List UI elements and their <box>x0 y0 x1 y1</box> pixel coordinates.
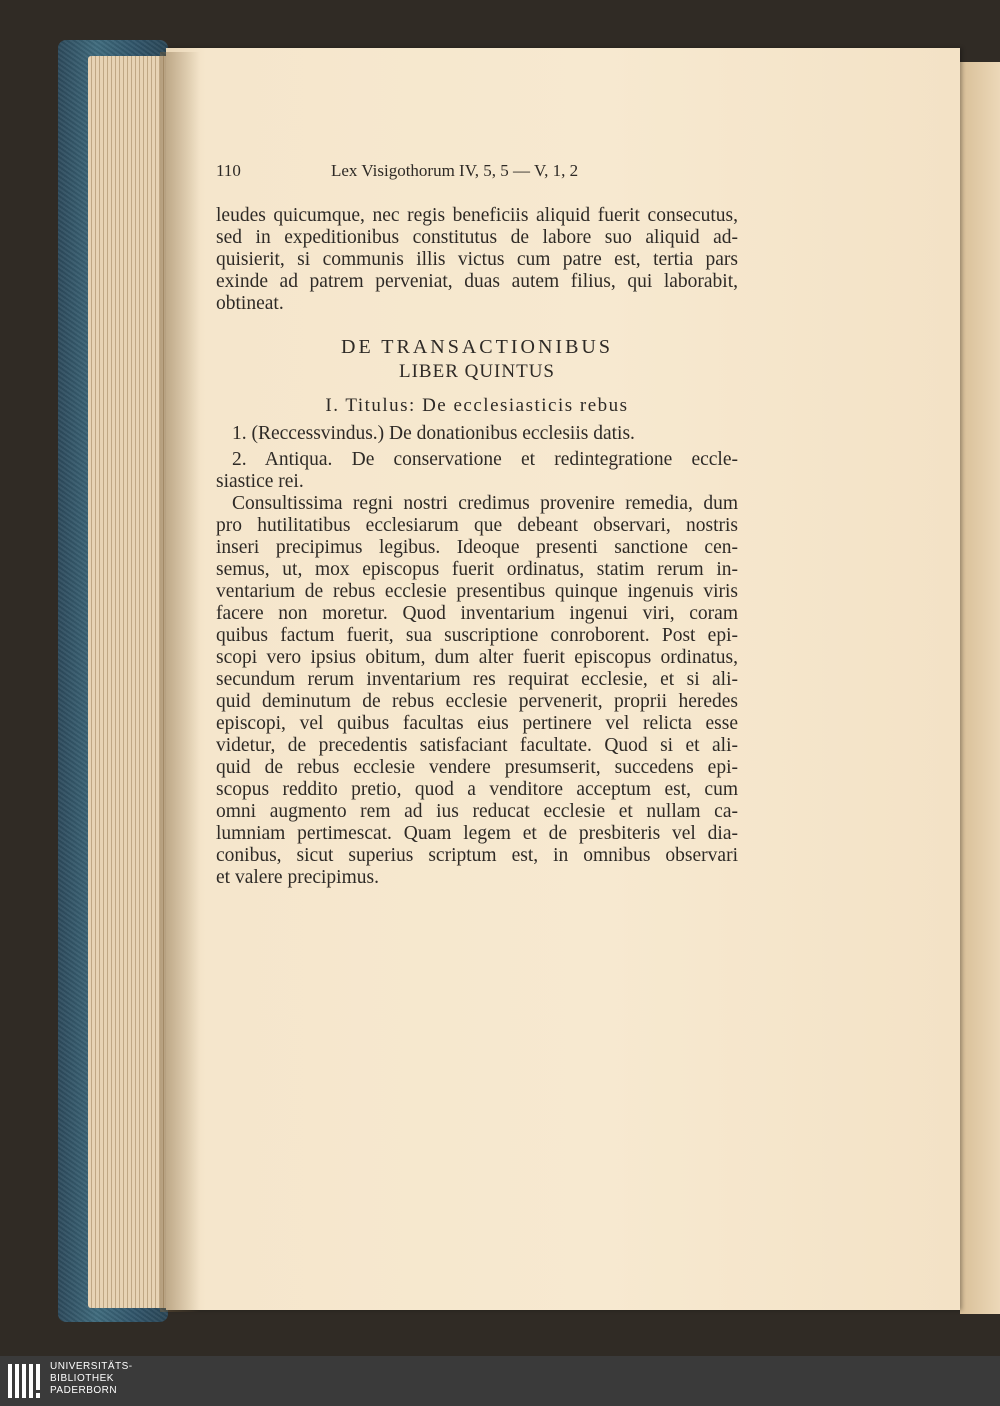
text-line: obtineat. <box>216 293 284 314</box>
library-footer <box>0 1356 1000 1406</box>
text-line: et valere precipimus. <box>216 867 379 888</box>
law-text-paragraph <box>216 493 738 889</box>
text-line: quibus factum fuerit, sua suscriptione conroborent. Post epi- <box>216 625 738 646</box>
text-block <box>216 160 738 889</box>
book-number: LIBER QUINTUS <box>398 361 556 382</box>
text-line: scopi vero ipsius obitum, dum alter fuerit episcopus ordinatus, <box>216 647 738 668</box>
library-logo-icon <box>8 1364 46 1398</box>
next-page-edge <box>960 62 1000 1314</box>
text-line: Consultissima regni nostri credimus provenire remedia, dum <box>232 493 738 514</box>
text-line: pro hutilitatibus ecclesiarum que debeant observari, nostris <box>216 515 738 536</box>
text-line: ventarium de rebus ecclesie presentibus quinque ingenuis viris <box>216 581 738 602</box>
opening-paragraph <box>216 205 738 315</box>
contents-item-2 <box>216 449 738 493</box>
text-line: siastice rei. <box>216 471 304 492</box>
text-line: semus, ut, mox episcopus fuerit ordinatus, statim rerum in- <box>216 559 738 580</box>
text-line: quid deminutum de rebus ecclesie pervenerit, proprii heredes <box>216 691 738 712</box>
library-name-line: PADERBORN <box>50 1385 118 1396</box>
text-line: lumniam pertimescat. Quam legem et de presbiteris vel dia- <box>216 823 738 844</box>
library-name-line: BIBLIOTHEK <box>50 1373 114 1384</box>
text-line: secundum rerum inventarium res requirat ecclesie, et si ali- <box>216 669 738 690</box>
text-line: leudes quicumque, nec regis beneficiis aliquid fuerit consecutus, <box>216 205 738 226</box>
page-number: 110 <box>216 161 241 180</box>
titulus-heading: I. Titulus: De ecclesiasticis rebus <box>325 395 629 416</box>
book-title: DE TRANSACTIONIBUS <box>341 336 613 358</box>
text-line: videtur, de precedentis satisfaciant facultate. Quod si et ali- <box>216 735 738 756</box>
text-line: episcopi, vel quibus facultas eius pertinere vel relicta esse <box>216 713 738 734</box>
text-line: facere non moretur. Quod inventarium ingenui viri, coram <box>216 603 738 624</box>
text-line: 2. Antiqua. De conservatione et redintegratione eccle- <box>232 449 738 470</box>
text-line: quid de rebus ecclesie vendere presumserit, succedens epi- <box>216 757 738 778</box>
running-head-title: Lex Visigothorum IV, 5, 5 — V, 1, 2 <box>331 161 579 180</box>
library-name <box>50 1361 133 1397</box>
text-line: 1. (Reccessvindus.) De donationibus ecclesiis datis. <box>232 423 635 444</box>
text-line: omni augmento rem ad ius reducat ecclesie et nullam ca- <box>216 801 738 822</box>
text-line: inseri precipimus legibus. Ideoque presenti sanctione cen- <box>216 537 738 558</box>
running-head <box>216 160 738 182</box>
text-line: conibus, sicut superius scriptum est, in omnibus observari <box>216 845 738 866</box>
library-name-line: UNIVERSITÄTS- <box>50 1361 133 1372</box>
page-gutter-shadow <box>160 52 200 1312</box>
text-line: exinde ad patrem perveniat, duas autem filius, qui laborabit, <box>216 271 738 292</box>
page-edges <box>88 56 170 1308</box>
text-line: scopus reddito pretio, quod a venditore acceptum est, cum <box>216 779 738 800</box>
text-line: sed in expeditionibus constitutus de labore suo aliquid ad- <box>216 227 738 248</box>
text-line: quisierit, si communis illis victus cum patre est, tertia pars <box>216 249 738 270</box>
contents-item-1 <box>216 423 738 445</box>
